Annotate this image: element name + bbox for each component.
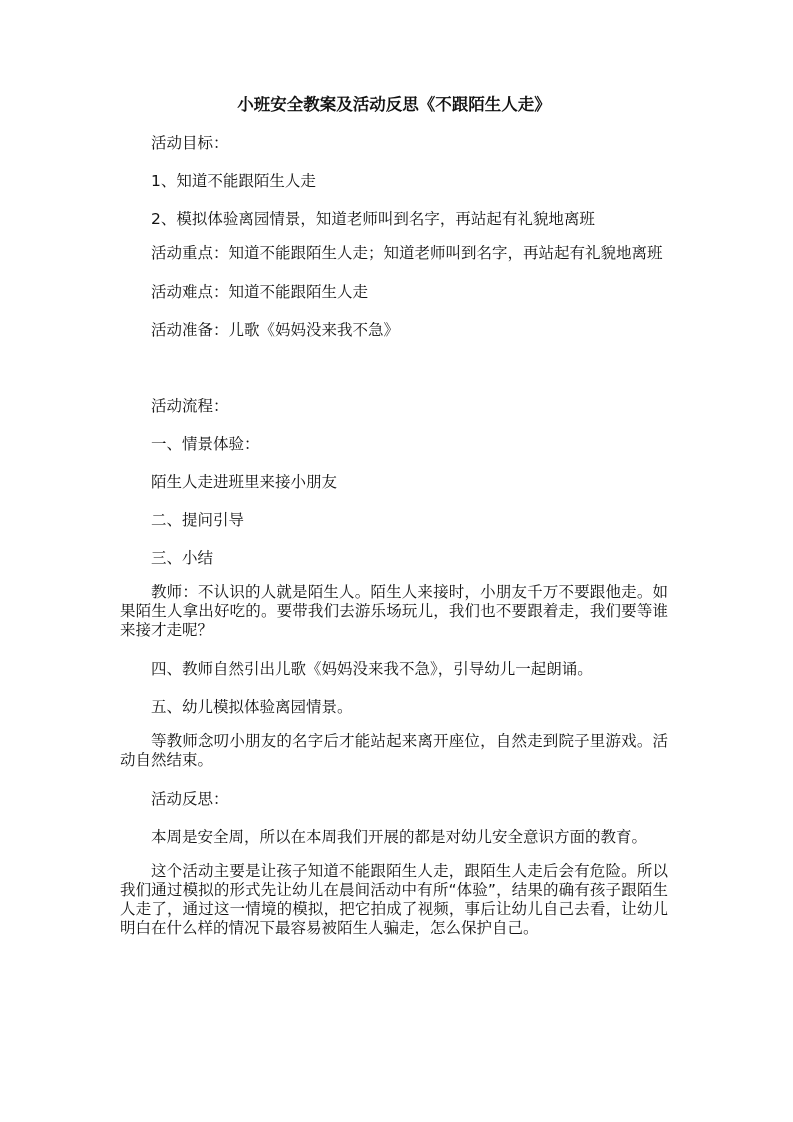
paragraph-goal-heading: 活动目标： — [151, 134, 229, 152]
paragraph-step-5-detail: 等教师念叨小朋友的名字后才能站起来离开座位，自然走到院子里游戏。活动自然结束。 — [120, 732, 668, 769]
paragraph-goal-1: 1、知道不能跟陌生人走 — [151, 172, 316, 190]
paragraph-teacher-summary: 教师：不认识的人就是陌生人。陌生人来接时，小朋友千万不要跟他走。如果陌生人拿出好吃的。要带我们去游乐场玩儿，我们也不要跟着走，我们要等谁来接才走呢？ — [120, 583, 668, 639]
paragraph-step-3: 三、小结 — [151, 549, 214, 567]
paragraph-reflection-heading: 活动反思： — [151, 790, 229, 808]
paragraph-step-2: 二、提问引导 — [151, 511, 245, 529]
paragraph-step-1-detail: 陌生人走进班里来接小朋友 — [151, 473, 338, 491]
paragraph-step-5: 五、幼儿模拟体验离园情景。 — [151, 698, 353, 716]
paragraph-preparation: 活动准备：儿歌《妈妈没来我不急》 — [151, 321, 400, 339]
paragraph-reflection-1: 本周是安全周，所以在本周我们开展的都是对幼儿安全意识方面的教育。 — [151, 828, 648, 846]
paragraph-key-point: 活动重点：知道不能跟陌生人走；知道老师叫到名字，再站起有礼貌地离班 — [151, 244, 663, 262]
paragraph-reflection-2: 这个活动主要是让孩子知道不能跟陌生人走，跟陌生人走后会有危险。所以我们通过模拟的形式先让幼儿在晨间活动中有所“体验”，结果的确有孩子跟陌生人走了，通过这一情境的模拟，把它拍成了视频，事后让幼儿自己去看，让幼儿明白在什么样的情况下最容易被陌生人骗走，怎么保护自己。 — [120, 862, 668, 937]
paragraph-process-heading: 活动流程： — [151, 397, 229, 415]
document-body — [120, 92, 668, 954]
document-title: 小班安全教案及活动反思《不跟陌生人走》 — [237, 95, 551, 114]
paragraph-goal-2: 2、模拟体验离园情景，知道老师叫到名字，再站起有礼貌地离班 — [151, 210, 595, 228]
blank-gap — [120, 355, 668, 393]
paragraph-difficulty: 活动难点：知道不能跟陌生人走 — [151, 283, 369, 301]
paragraph-step-1: 一、情景体验： — [151, 435, 260, 453]
paragraph-step-4: 四、教师自然引出儿歌《妈妈没来我不急》，引导幼儿一起朗诵。 — [151, 660, 593, 678]
